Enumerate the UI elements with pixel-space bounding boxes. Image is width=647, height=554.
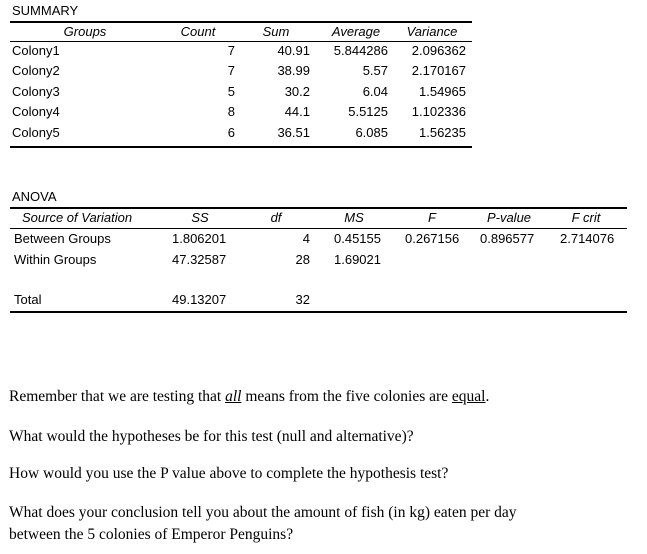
anova-between-df: 4 — [302, 231, 310, 246]
summary-header-variance: Variance — [406, 24, 458, 39]
anova-within-ss: 47.32587 — [172, 252, 227, 267]
anova-header-f: F — [428, 210, 436, 225]
question-3: How would you use the P value above to complete the hypothesis test? — [9, 465, 449, 482]
question-1-underlined: equal — [451, 388, 486, 405]
anova-within-df: 28 — [295, 252, 310, 267]
question-4-line-2: between the 5 colonies of Emperor Penguins? — [9, 526, 294, 543]
summary-row-sum: 40.91 — [277, 43, 310, 58]
summary-title: SUMMARY — [12, 3, 79, 18]
anova-header-rule — [10, 228, 627, 229]
anova-between-f: 0.267156 — [405, 231, 460, 246]
anova-header-source: Source of Variation — [22, 210, 133, 225]
summary-row-variance: 1.56235 — [419, 125, 466, 140]
summary-row-group: Colony5 — [12, 125, 60, 140]
summary-row-count: 6 — [227, 125, 235, 140]
summary-row-sum: 44.1 — [284, 104, 310, 119]
question-1 — [9, 387, 489, 407]
anova-title: ANOVA — [12, 189, 57, 204]
anova-total-df: 32 — [295, 292, 310, 307]
anova-between-ss: 1.806201 — [172, 231, 227, 246]
summary-row-average: 5.57 — [362, 63, 388, 78]
summary-header-groups: Groups — [63, 24, 107, 39]
summary-row-count: 5 — [227, 84, 235, 99]
summary-row-average: 6.04 — [362, 84, 388, 99]
anova-between-ms: 0.45155 — [334, 231, 381, 246]
summary-bottom-rule — [10, 146, 472, 148]
summary-row-variance: 1.54965 — [419, 84, 466, 99]
summary-row-average: 6.085 — [355, 125, 388, 140]
anova-top-rule — [10, 207, 627, 209]
summary-header-count: Count — [180, 24, 216, 39]
question-1-emphasis: all — [225, 388, 242, 405]
summary-row-variance: 1.102336 — [411, 104, 466, 119]
summary-row-sum: 30.2 — [284, 84, 310, 99]
question-1-text-mid: means from the five colonies are — [241, 388, 452, 405]
anova-within-ms: 1.69021 — [334, 252, 381, 267]
summary-row-count: 8 — [227, 104, 235, 119]
summary-row-sum: 38.99 — [277, 63, 310, 78]
anova-header-fcrit: F crit — [571, 210, 601, 225]
anova-total-ss: 49.13207 — [172, 292, 227, 307]
question-1-period: . — [485, 388, 490, 405]
summary-row-variance: 2.096362 — [411, 43, 466, 58]
summary-header-average: Average — [331, 24, 381, 39]
summary-row-count: 7 — [227, 43, 235, 58]
summary-header-rule — [10, 41, 472, 42]
summary-row-average: 5.844286 — [333, 43, 388, 58]
anova-header-pvalue: P-value — [486, 210, 532, 225]
summary-row-group: Colony4 — [12, 104, 60, 119]
summary-row-sum: 36.51 — [277, 125, 310, 140]
question-2: What would the hypotheses be for this test (null and alternative)? — [9, 428, 414, 445]
anova-between-pvalue: 0.896577 — [480, 231, 535, 246]
anova-header-ss: SS — [191, 210, 209, 225]
anova-total-label: Total — [14, 292, 42, 307]
anova-header-df: df — [270, 210, 282, 225]
anova-between-fcrit: 2.714076 — [560, 231, 615, 246]
question-4-line-1: What does your conclusion tell you about the amount of fish (in kg) eaten per day — [9, 504, 517, 521]
summary-row-group: Colony3 — [12, 84, 60, 99]
anova-header-ms: MS — [344, 210, 364, 225]
anova-within-label: Within Groups — [14, 252, 97, 267]
summary-row-group: Colony2 — [12, 63, 60, 78]
summary-row-variance: 2.170167 — [411, 63, 466, 78]
anova-between-label: Between Groups — [14, 231, 111, 246]
summary-row-average: 5.5125 — [348, 104, 388, 119]
summary-row-group: Colony1 — [12, 43, 60, 58]
summary-row-count: 7 — [227, 63, 235, 78]
summary-top-rule — [10, 21, 472, 23]
summary-header-sum: Sum — [262, 24, 290, 39]
question-1-text: Remember that we are testing that — [9, 388, 226, 405]
anova-bottom-rule — [10, 311, 627, 313]
